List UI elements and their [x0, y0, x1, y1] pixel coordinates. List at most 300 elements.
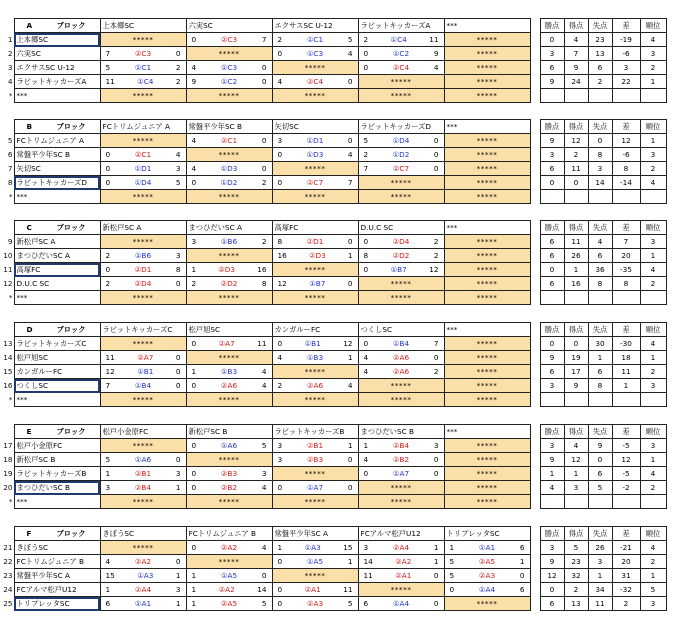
match-result	[359, 555, 444, 568]
match-result-cell	[444, 569, 530, 583]
score-right: 1	[175, 599, 181, 608]
table-row	[0, 176, 666, 190]
team-name: まつひだいSC B	[14, 481, 100, 495]
score-left: 0	[449, 585, 455, 594]
match-result	[187, 263, 272, 276]
spacer	[530, 467, 540, 481]
spacer	[530, 176, 540, 190]
row-index-header	[0, 120, 14, 134]
match-result	[359, 365, 444, 378]
spacer	[530, 495, 540, 509]
match-code: ②A3	[306, 599, 324, 608]
block-table-a	[0, 18, 667, 103]
match-result-cell	[100, 75, 186, 89]
score-left: 0	[277, 49, 283, 58]
match-result	[187, 337, 272, 350]
row-index: 25	[3, 599, 13, 608]
self-match-cell: *****	[272, 495, 358, 509]
score-right: 0	[433, 150, 439, 159]
stat-value-2: 2	[564, 148, 588, 162]
stat-value-3: 6	[588, 365, 612, 379]
row-index: 10	[3, 251, 13, 260]
match-result	[359, 134, 444, 147]
score-left: 5	[449, 571, 455, 580]
match-result-cell	[358, 569, 444, 583]
stat-value-1: 3	[540, 379, 564, 393]
score-right: 9	[433, 49, 439, 58]
stat-value-2	[564, 89, 588, 103]
stat-value-3: 1	[588, 351, 612, 365]
score-right: 1	[347, 353, 353, 362]
block-letter: F	[26, 529, 32, 538]
self-match-cell: *****	[100, 439, 186, 453]
table-row	[0, 583, 666, 597]
stat-value-5: 1	[640, 75, 666, 89]
team-name: まつひだいSC A	[14, 249, 100, 263]
spacer	[530, 379, 540, 393]
stats-header-3: 失点	[588, 425, 612, 439]
column-header-1: きぼうSC	[100, 527, 186, 541]
self-match-cell: *****	[100, 495, 186, 509]
match-code: ②A6	[392, 367, 410, 376]
match-code: ①B6	[220, 237, 238, 246]
row-index: 12	[3, 279, 13, 288]
column-header-1: FCトリムジュニア A	[100, 120, 186, 134]
spacer	[530, 277, 540, 291]
self-match-cell: *****	[186, 148, 272, 162]
match-result-cell	[444, 555, 530, 569]
block-letter: E	[26, 427, 32, 436]
match-result	[101, 47, 186, 60]
score-right: 11	[429, 35, 439, 44]
stat-value-3: 36	[588, 263, 612, 277]
stat-value-1: 6	[540, 597, 564, 611]
stat-value-1: 6	[540, 235, 564, 249]
stat-value-1: 0	[540, 33, 564, 47]
stat-value-4: -35	[612, 263, 640, 277]
score-right: 4	[347, 381, 353, 390]
score-left: 0	[191, 178, 197, 187]
spacer	[530, 249, 540, 263]
match-result-cell	[358, 337, 444, 351]
score-left: 12	[105, 367, 115, 376]
stat-value-1: 0	[540, 176, 564, 190]
stat-value-3: 9	[588, 439, 612, 453]
score-left: 0	[363, 49, 369, 58]
block-table-e	[0, 424, 667, 509]
block-label: ブロック	[56, 223, 86, 232]
table-row	[0, 569, 666, 583]
self-match-cell: *****	[358, 190, 444, 204]
self-match-cell: *****	[186, 495, 272, 509]
stat-value-5: 3	[640, 379, 666, 393]
match-result	[273, 583, 358, 596]
stat-value-1: 9	[540, 453, 564, 467]
score-right: 14	[257, 585, 267, 594]
table-row	[0, 439, 666, 453]
row-index: 7	[7, 164, 13, 173]
match-code: ②B2	[392, 455, 410, 464]
row-index: 2	[7, 49, 13, 58]
match-code: ①D2	[220, 178, 238, 187]
match-result	[273, 541, 358, 554]
match-result-cell	[186, 277, 272, 291]
score-right: 0	[261, 164, 267, 173]
stat-value-5: 5	[640, 583, 666, 597]
self-match-cell: *****	[272, 365, 358, 379]
self-match-cell: *****	[444, 393, 530, 407]
match-code: ②A4	[134, 585, 152, 594]
match-result-cell	[358, 47, 444, 61]
score-right: 4	[347, 49, 353, 58]
match-result	[187, 162, 272, 175]
match-code: ②B4	[392, 441, 410, 450]
row-index: 13	[3, 339, 13, 348]
row-index: 8	[7, 178, 13, 187]
block-header	[14, 19, 100, 33]
match-result-cell	[272, 75, 358, 89]
spacer	[530, 481, 540, 495]
score-left: 5	[363, 136, 369, 145]
row-index: *	[8, 192, 13, 201]
spacer	[530, 291, 540, 305]
score-left: 7	[363, 164, 369, 173]
spacer	[530, 221, 540, 235]
score-right: 0	[433, 571, 439, 580]
stat-value-5: 4	[640, 467, 666, 481]
match-result	[187, 365, 272, 378]
team-name: FCトリムジュニア B	[14, 555, 100, 569]
score-right: 4	[261, 381, 267, 390]
stat-value-2: 1	[564, 263, 588, 277]
score-right: 8	[175, 265, 181, 274]
self-match-cell: *****	[186, 249, 272, 263]
match-result-cell	[272, 176, 358, 190]
stat-value-4	[612, 291, 640, 305]
match-code: ②B3	[306, 455, 324, 464]
match-result-cell	[272, 555, 358, 569]
match-result	[273, 249, 358, 262]
match-code: ①A6	[134, 455, 152, 464]
score-left: 4	[105, 557, 111, 566]
match-code: ②D2	[392, 251, 410, 260]
match-result	[187, 33, 272, 46]
stat-value-2: 5	[564, 541, 588, 555]
stat-value-1: 3	[540, 439, 564, 453]
match-code: ②B1	[306, 441, 324, 450]
score-left: 1	[191, 571, 197, 580]
stat-value-3: 6	[588, 61, 612, 75]
stats-header-5: 順位	[640, 19, 666, 33]
match-result	[273, 597, 358, 610]
stat-value-1: 12	[540, 569, 564, 583]
match-code: ①D1	[134, 164, 152, 173]
block-label: ブロック	[56, 21, 86, 30]
match-code: ①D3	[306, 150, 324, 159]
match-code: ②D4	[392, 237, 410, 246]
score-left: 0	[363, 63, 369, 72]
match-result	[273, 337, 358, 350]
match-result-cell	[186, 176, 272, 190]
score-right: 3	[261, 469, 267, 478]
self-match-cell: *****	[272, 190, 358, 204]
self-match-cell: *****	[358, 379, 444, 393]
match-result-cell	[186, 235, 272, 249]
score-left: 12	[277, 279, 287, 288]
spacer	[530, 75, 540, 89]
block-header	[14, 221, 100, 235]
stats-header-4: 差	[612, 221, 640, 235]
score-left: 11	[363, 571, 373, 580]
stat-value-1: 4	[540, 481, 564, 495]
stat-value-5	[640, 495, 666, 509]
match-code: ②C4	[392, 63, 410, 72]
match-result-cell	[272, 337, 358, 351]
stat-value-2: 7	[564, 47, 588, 61]
stat-value-4	[612, 190, 640, 204]
stat-value-3: 0	[588, 134, 612, 148]
match-code: ②A6	[392, 353, 410, 362]
stat-value-2	[564, 291, 588, 305]
block-header	[14, 120, 100, 134]
column-header-4: FCアルマ松戸U12	[358, 527, 444, 541]
match-code: ①C1	[306, 35, 324, 44]
score-left: 0	[191, 339, 197, 348]
team-name: FCアルマ松戸U12	[14, 583, 100, 597]
score-right: 2	[261, 178, 267, 187]
spacer	[530, 190, 540, 204]
stats-header-2: 得点	[564, 323, 588, 337]
stat-value-3: 23	[588, 33, 612, 47]
score-right: 0	[261, 77, 267, 86]
stat-value-5: 2	[640, 61, 666, 75]
match-result	[187, 176, 272, 189]
score-left: 2	[363, 35, 369, 44]
team-name: 矢切SC	[14, 162, 100, 176]
column-header-4: まつひだいSC B	[358, 425, 444, 439]
match-code: ①B4	[134, 381, 152, 390]
match-code: ①A6	[220, 441, 238, 450]
score-right: 12	[343, 339, 353, 348]
column-header-3: エクサスSC U-12	[272, 19, 358, 33]
table-row	[0, 555, 666, 569]
spacer	[530, 19, 540, 33]
match-result-cell	[358, 365, 444, 379]
match-result-cell	[358, 61, 444, 75]
stat-value-4: -14	[612, 176, 640, 190]
score-right: 3	[175, 585, 181, 594]
stat-value-4: -5	[612, 467, 640, 481]
score-left: 1	[105, 469, 111, 478]
score-left: 6	[105, 599, 111, 608]
match-result-cell	[186, 337, 272, 351]
match-result-cell	[272, 379, 358, 393]
score-left: 0	[105, 150, 111, 159]
score-right: 0	[175, 279, 181, 288]
match-result-cell	[100, 162, 186, 176]
score-right: 3	[175, 251, 181, 260]
column-header-2: 常盤平少年SC B	[186, 120, 272, 134]
match-code: ②D1	[134, 265, 152, 274]
row-index: 4	[7, 77, 13, 86]
stat-value-4: -6	[612, 47, 640, 61]
match-code: ②C1	[220, 136, 238, 145]
stats-header-4: 差	[612, 120, 640, 134]
self-match-cell: *****	[272, 569, 358, 583]
match-result	[359, 47, 444, 60]
match-result-cell	[186, 439, 272, 453]
self-match-cell: *****	[272, 467, 358, 481]
score-right: 2	[175, 63, 181, 72]
match-code: ②A3	[478, 571, 496, 580]
score-right: 0	[347, 483, 353, 492]
match-result	[273, 351, 358, 364]
stat-value-4	[612, 495, 640, 509]
row-index: 21	[3, 543, 13, 552]
score-left: 4	[277, 77, 283, 86]
column-header-5: ***	[444, 120, 530, 134]
self-match-cell: *****	[444, 47, 530, 61]
stat-value-5	[640, 89, 666, 103]
stats-header-1: 勝点	[540, 19, 564, 33]
column-header-1: 上本郷SC	[100, 19, 186, 33]
table-row	[0, 467, 666, 481]
score-right: 7	[261, 35, 267, 44]
match-code: ②A7	[137, 353, 154, 362]
self-match-cell: *****	[444, 89, 530, 103]
stat-value-4: -2	[612, 481, 640, 495]
score-left: 0	[277, 150, 283, 159]
match-result	[445, 541, 530, 554]
team-name: ***	[14, 89, 100, 103]
stat-value-1	[540, 89, 564, 103]
match-result	[101, 351, 186, 364]
match-result-cell	[100, 263, 186, 277]
match-result	[359, 453, 444, 466]
match-code: ①A7	[306, 483, 324, 492]
score-left: 2	[105, 279, 111, 288]
match-code: ②D3	[308, 251, 326, 260]
column-header-5: ***	[444, 221, 530, 235]
match-code: ②B1	[134, 469, 152, 478]
match-result	[273, 75, 358, 88]
match-result	[101, 277, 186, 290]
match-code: ①A5	[306, 557, 324, 566]
score-left: 0	[191, 35, 197, 44]
match-code: ①A3	[137, 571, 154, 580]
match-result-cell	[358, 439, 444, 453]
match-result-cell	[186, 61, 272, 75]
column-header-3: 高塚FC	[272, 221, 358, 235]
score-right: 5	[261, 599, 267, 608]
stat-value-2: 3	[564, 481, 588, 495]
match-result	[187, 277, 272, 290]
self-match-cell: *****	[272, 162, 358, 176]
score-right: 2	[261, 237, 267, 246]
stat-value-4: 22	[612, 75, 640, 89]
score-left: 11	[105, 77, 115, 86]
spacer	[530, 263, 540, 277]
score-right: 0	[433, 469, 439, 478]
match-code: ②D4	[134, 279, 152, 288]
stat-value-2: 4	[564, 439, 588, 453]
stat-value-1: 6	[540, 277, 564, 291]
match-result	[273, 47, 358, 60]
self-match-cell: *****	[358, 495, 444, 509]
column-header-2: 新松戸SC B	[186, 425, 272, 439]
match-result	[101, 365, 186, 378]
team-name: ***	[14, 291, 100, 305]
match-result	[187, 439, 272, 452]
stat-value-4: 20	[612, 249, 640, 263]
self-match-cell: *****	[444, 291, 530, 305]
stat-value-1: 6	[540, 365, 564, 379]
stats-header-5: 順位	[640, 527, 666, 541]
stat-value-1: 1	[540, 467, 564, 481]
column-header-4: D.U.C SC	[358, 221, 444, 235]
stat-value-3: 11	[588, 597, 612, 611]
stat-value-3	[588, 190, 612, 204]
score-left: 7	[105, 381, 111, 390]
score-left: 1	[191, 585, 197, 594]
column-header-1: 新松戸SC A	[100, 221, 186, 235]
match-code: ②B3	[220, 469, 238, 478]
self-match-cell: *****	[100, 134, 186, 148]
score-right: 1	[433, 543, 439, 552]
match-code: ②D3	[218, 265, 236, 274]
row-index: *	[8, 293, 13, 302]
stat-value-3: 8	[588, 277, 612, 291]
row-index: 16	[3, 381, 13, 390]
self-match-cell: *****	[100, 235, 186, 249]
match-result	[445, 583, 530, 596]
stat-value-4: 12	[612, 453, 640, 467]
score-left: 5	[449, 557, 455, 566]
match-result-cell	[100, 597, 186, 611]
match-result-cell	[186, 263, 272, 277]
stat-value-5: 3	[640, 597, 666, 611]
block-label: ブロック	[56, 122, 86, 131]
column-header-5: ***	[444, 323, 530, 337]
stat-value-1: 0	[540, 583, 564, 597]
column-header-3: 矢切SC	[272, 120, 358, 134]
match-code: ①B3	[306, 353, 324, 362]
match-code: ②C7	[306, 178, 324, 187]
score-right: 0	[261, 136, 267, 145]
match-result-cell	[272, 134, 358, 148]
score-right: 12	[429, 265, 439, 274]
team-name: 新松戸SC A	[14, 235, 100, 249]
stats-header-1: 勝点	[540, 425, 564, 439]
score-right: 3	[175, 164, 181, 173]
match-code: ②A1	[304, 585, 321, 594]
score-right: 0	[433, 353, 439, 362]
self-match-cell: *****	[444, 162, 530, 176]
match-code: ②A2	[395, 557, 412, 566]
match-result	[359, 249, 444, 262]
stat-value-2: 12	[564, 453, 588, 467]
table-row	[0, 89, 666, 103]
score-right: 4	[261, 483, 267, 492]
match-result	[187, 569, 272, 582]
table-row	[0, 393, 666, 407]
match-result	[101, 467, 186, 480]
score-right: 2	[433, 237, 439, 246]
column-header-5: トリプレッタSC	[444, 527, 530, 541]
match-result	[273, 176, 358, 189]
stat-value-5	[640, 291, 666, 305]
match-code: ①C4	[390, 35, 407, 44]
